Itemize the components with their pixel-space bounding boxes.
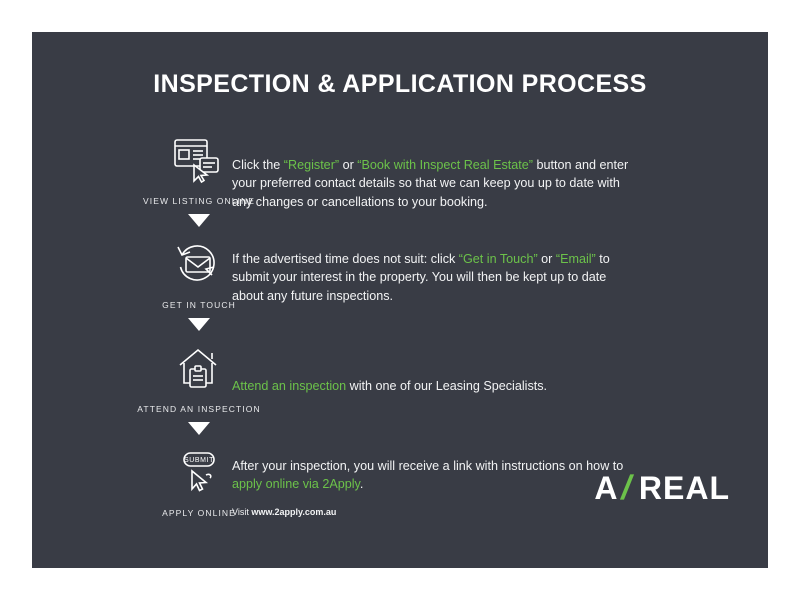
text-pre: Click the	[232, 158, 284, 172]
logo-slash-icon: /	[618, 469, 638, 507]
page-title: INSPECTION & APPLICATION PROCESS	[153, 70, 647, 98]
step-1-description	[232, 156, 632, 211]
note-prefix: Visit	[232, 506, 252, 517]
link-book-with-inspect-real-estate[interactable]: “Book with Inspect Real Estate”	[357, 158, 533, 172]
link-attend-an-inspection[interactable]: Attend an inspection	[232, 379, 347, 393]
step-2-description	[232, 250, 632, 305]
brand-logo	[594, 469, 730, 508]
step-label: GET IN TOUCH	[162, 300, 236, 310]
logo-letter-a: A	[594, 470, 619, 506]
link-apply-online-via-2apply[interactable]: apply online via 2Apply	[232, 477, 360, 492]
link-get-in-touch[interactable]: “Get in Touch”	[458, 252, 538, 266]
text-mid: or	[537, 252, 556, 266]
logo-word-real: REAL	[638, 470, 730, 506]
flow-arrow-2	[104, 310, 294, 340]
text-post: to submit your interest in the property. You will then be kept up to date about any future inspections.	[232, 252, 610, 303]
link-register[interactable]: “Register”	[283, 158, 340, 172]
note-url[interactable]: www.2apply.com.au	[251, 506, 337, 517]
link-email[interactable]: “Email”	[555, 252, 596, 266]
step-label: ATTEND AN INSPECTION	[137, 404, 261, 414]
text-post: with one of our Leasing Specialists.	[346, 379, 548, 393]
apply-online-note	[232, 506, 632, 519]
step-label: APPLY ONLINE	[162, 508, 236, 518]
step-label: VIEW LISTING ONLINE	[142, 196, 256, 206]
text-post: button and enter your preferred contact details so that we can keep you up to date with any changes or cancellations to your booking.	[232, 158, 629, 209]
slide-canvas	[32, 32, 768, 568]
text-pre: After your inspection, you will receive a link with instructions on how to	[232, 459, 624, 473]
text-post: .	[359, 477, 364, 492]
text-pre: If the advertised time does not suit: click	[232, 252, 459, 266]
text-mid: or	[339, 158, 358, 172]
step-4-description	[232, 457, 632, 519]
svg-text:SUBMIT: SUBMIT	[183, 457, 215, 464]
flow-arrow-3	[104, 414, 294, 444]
step-3-description	[232, 377, 632, 395]
